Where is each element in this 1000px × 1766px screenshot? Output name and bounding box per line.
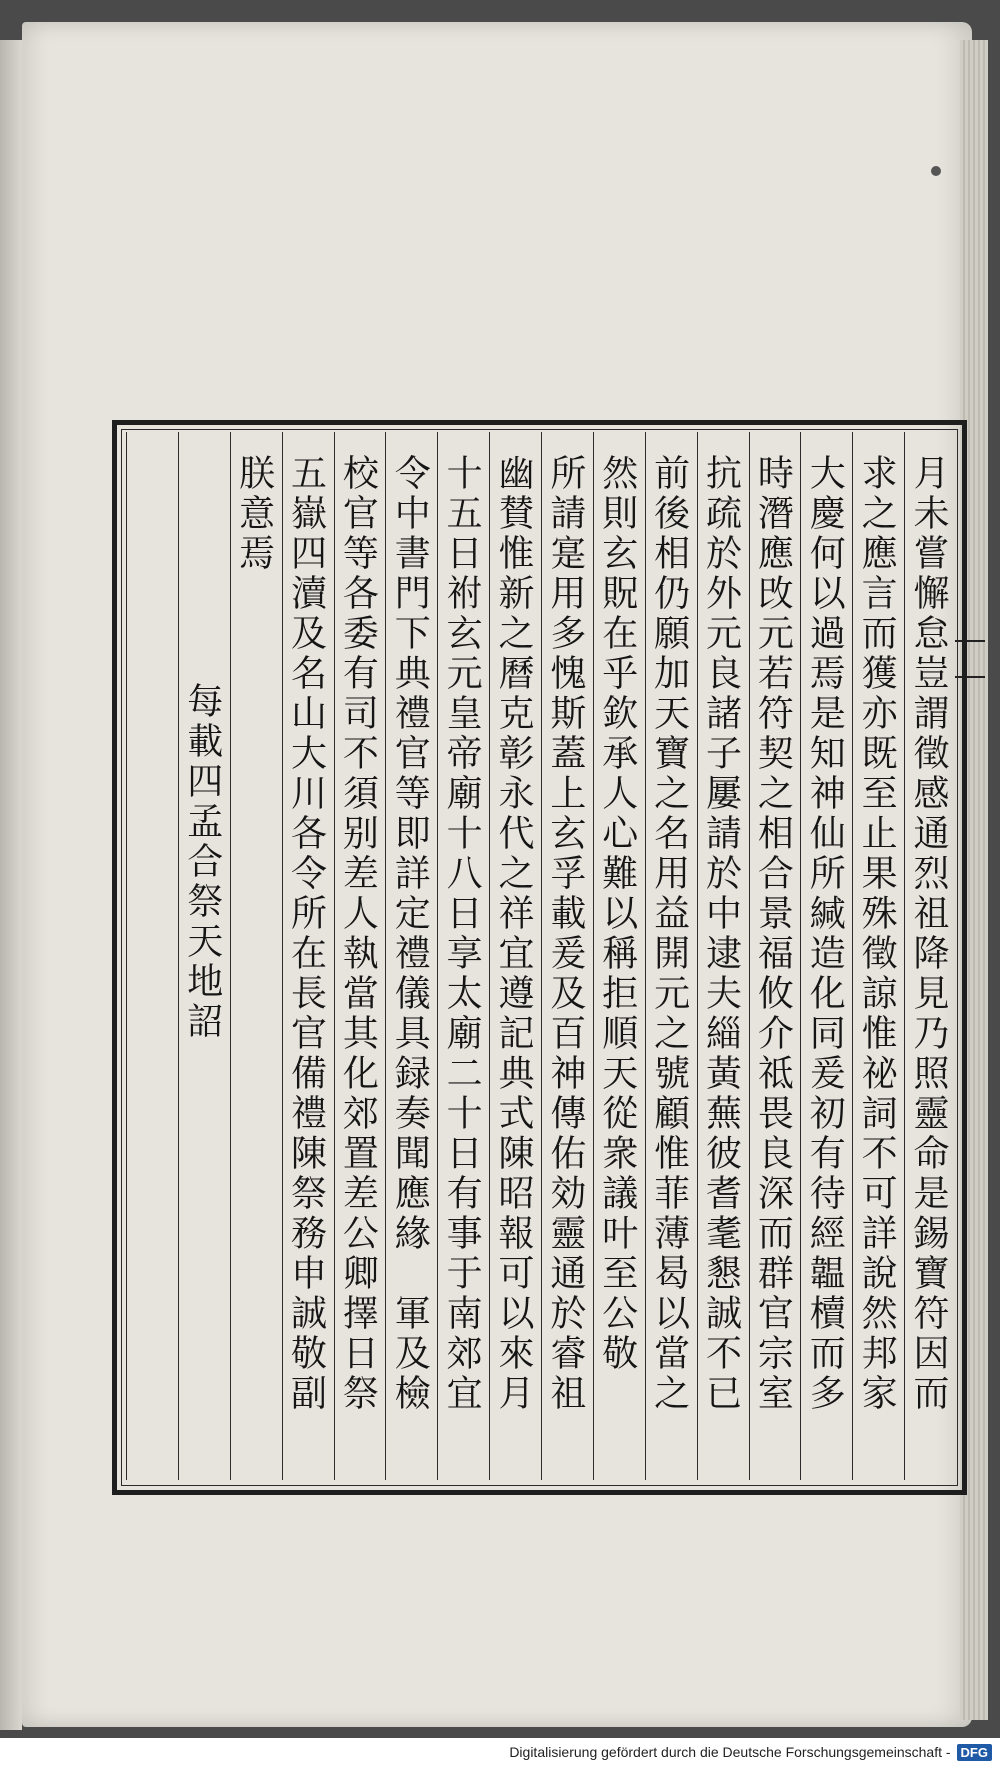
text-column-14: 朕意焉 bbox=[230, 432, 282, 1480]
text-column-6: 前後相仍願加天寶之名用益開元之號顧惟菲薄曷以當之 bbox=[645, 432, 697, 1480]
text-column-3: 大慶何以過焉是知神仙所緘造化同爰初有待經韞櫝而多 bbox=[800, 432, 852, 1480]
text-column-8: 所請寔用多愧斯蓋上玄孚載爰及百神傳佑効靈通於睿祖 bbox=[541, 432, 593, 1480]
text-column-4: 時潛應攺元若符契之相合景福攸介祗畏良深而群官宗室 bbox=[749, 432, 801, 1480]
text-column-empty bbox=[126, 432, 178, 1480]
text-column-11: 令中書門下典禮官等即詳定禮儀具録奏聞應緣 軍及檢 bbox=[385, 432, 437, 1480]
vertical-text-block bbox=[126, 432, 956, 1480]
text-column-9: 幽賛惟新之曆克彰永代之祥宜遵記典式陳昭報可以來月 bbox=[489, 432, 541, 1480]
text-column-1: 月未嘗懈怠豈謂徵感通烈祖降見乃照靈命是錫寶符因而 bbox=[904, 432, 956, 1480]
text-column-13: 五嶽四瀆及名山大川各令所在長官備禮陳祭務申誠敬副 bbox=[282, 432, 334, 1480]
dfg-logo: DFG bbox=[957, 1744, 992, 1761]
text-column-5: 抗疏於外元良諸子屢請於中逮夫緇黃蕪彼耆耄懇誠不已 bbox=[697, 432, 749, 1480]
text-column-2: 求之應言而獲亦既至止果殊徵諒惟祕詞不可詳說然邦家 bbox=[852, 432, 904, 1480]
previous-page-leaf bbox=[0, 40, 22, 1730]
text-column-7: 然則玄貺在乎欽承人心難以稱拒順天從衆議叶至公敬 bbox=[593, 432, 645, 1480]
footer-credit: Digitalisierung gefördert durch die Deutsche Forschungsgemeinschaft - bbox=[509, 1744, 951, 1760]
binding-hole bbox=[931, 166, 941, 176]
text-column-10: 十五日祔玄元皇帝廟十八日享太廟二十日有事于南郊宜 bbox=[437, 432, 489, 1480]
text-column-12: 校官等各委有司不須别差人執當其化郊置差公卿擇日祭 bbox=[334, 432, 386, 1480]
edict-title: 每載四孟合祭天地詔 bbox=[178, 432, 230, 1480]
digitization-footer bbox=[0, 1738, 1000, 1766]
